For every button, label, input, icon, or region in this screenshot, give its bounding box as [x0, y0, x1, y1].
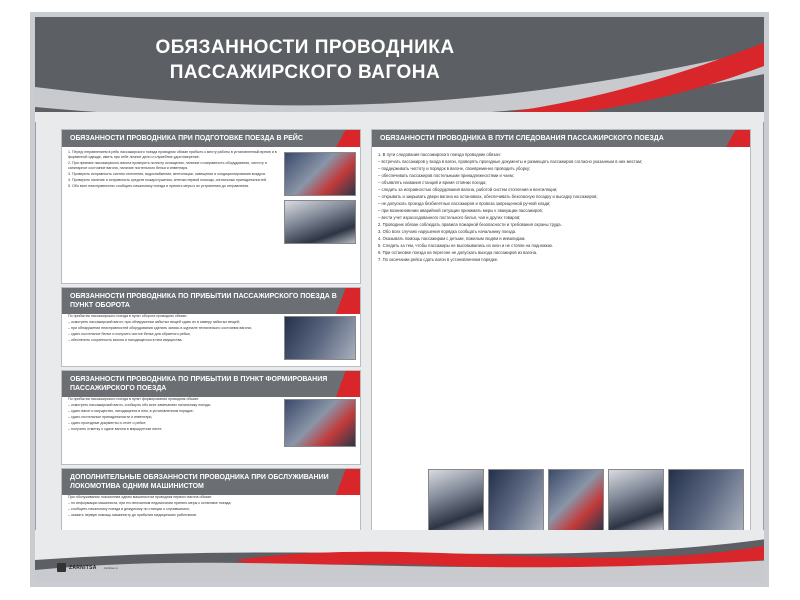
text-line: – получить отметку о сдаче вагона в маршрутном листе.: [68, 427, 163, 431]
text-line: – обеспечить сохранность вагона и находящегося в нем имущества.: [68, 338, 183, 342]
text-line: – оказать первую помощь машинисту до прибытия медицинских работников.: [68, 513, 197, 517]
photo-carriage: [548, 469, 604, 531]
panel-additional-body: [68, 495, 354, 535]
text-line: 3. Обо всех случаях нарушения порядка сообщать начальнику поезда.: [378, 229, 517, 234]
text-line: По прибытии пассажирского поезда в пункт оборота проводник обязан:: [68, 314, 188, 318]
text-line: – по информации машиниста, при его внезапном недомогании принять меры к остановке поезда;: [68, 501, 232, 505]
header: [35, 17, 764, 122]
text-line: – следить за исправностью оборудования вагона, работой систем отопления и вентиляции;: [378, 187, 558, 192]
panel-turnaround: [61, 287, 361, 367]
panel-additional-title: ДОПОЛНИТЕЛЬНЫЕ ОБЯЗАННОСТИ ПРОВОДНИКА ПРИ ОБСЛУЖИВАНИИ ЛОКОМОТИВА ОДНИМ МАШИНИСТОМ: [62, 469, 360, 495]
panel-enroute-title: ОБЯЗАННОСТИ ПРОВОДНИКА В ПУТИ СЛЕДОВАНИЯ ПАССАЖИРСКОГО ПОЕЗДА: [372, 130, 750, 147]
panel-departure-body: [68, 150, 282, 280]
panel-formation-body: [68, 397, 282, 462]
panel-formation-title: ОБЯЗАННОСТИ ПРОВОДНИКА ПО ПРИБЫТИИ В ПУНКТ ФОРМИРОВАНИЯ ПАССАЖИРСКОГО ПОЕЗДА: [62, 371, 360, 397]
footer: [35, 530, 764, 582]
panel-enroute: [371, 129, 751, 538]
text-line: При обслуживании локомотива одним машинистом проводник первого вагона обязан:: [68, 495, 213, 499]
panel-formation: [61, 370, 361, 465]
brand-site: zarnitsa.ru: [103, 565, 118, 570]
text-line: – вести учет израсходованного постельного белья, чая и других товаров;: [378, 215, 521, 220]
photo-passenger-2: [488, 469, 544, 531]
text-line: 3. Проверить исправность систем отопления, водоснабжения, вентиляции, освещения и кондиционирования воздуха.: [68, 172, 266, 176]
text-line: – сдать вагон и имущество, находящееся в нем, в установленном порядке;: [68, 409, 194, 413]
panel-turnaround-title: ОБЯЗАННОСТИ ПРОВОДНИКА ПО ПРИБЫТИИ ПАССАЖИРСКОГО ПОЕЗДА В ПУНКТ ОБОРОТА: [62, 288, 360, 314]
text-line: 1. В пути следования пассажирского поезда проводник обязан:: [378, 152, 501, 157]
photo-compartment: [668, 469, 744, 531]
text-line: 2. При приемке пассажирского вагона проверить полноту оснащения, наличие и исправность оборудования, чистоту и санитарное состояние вагона, наличие постельного белья и инвентаря.: [68, 161, 267, 170]
text-line: 6. При остановке поезда на перегоне не допускать выхода пассажиров из вагона.: [378, 250, 538, 255]
text-line: – осмотреть пассажирский вагон, сообщить обо всех замечаниях начальнику поезда;: [68, 403, 211, 407]
text-line: – сообщить начальнику поезда и дежурному по станции о случившемся;: [68, 507, 190, 511]
footer-swoosh: [35, 530, 764, 582]
text-line: – сдать постельное белье и получить чистое белье для обратного рейса;: [68, 332, 191, 336]
page-title: ОБЯЗАННОСТИ ПРОВОДНИКА ПАССАЖИРСКОГО ВАГОНА: [155, 37, 455, 83]
text-line: – осмотреть пассажирский вагон; при обнаружении забытых вещей сдать их в камеру забытых вещей;: [68, 320, 240, 324]
text-line: 5. Следить за тем, чтобы пассажиры не высовывались из окон и не стояли на подножках.: [378, 243, 554, 248]
brand-name: ZARNITSA: [69, 564, 97, 571]
panel-additional: [61, 468, 361, 538]
photo-staff: [284, 200, 356, 244]
stand-frame: [30, 12, 769, 587]
text-line: 5. Обо всех неисправностях сообщить начальнику поезда и принять меры к их устранению до отправления.: [68, 184, 250, 188]
text-line: По прибытии пассажирского поезда в пункт формирования проводник обязан:: [68, 397, 200, 401]
text-line: – встречать пассажиров у входа в вагон, проверять проездные документы и размещать пассажиров согласно указанным в них местам;: [378, 159, 643, 164]
brand-logo: [57, 563, 118, 572]
text-line: – сдать проездные документы и отчет о рейсе;: [68, 421, 147, 425]
panel-turnaround-body: [68, 314, 282, 364]
text-line: 4. Проверить наличие и исправность средств пожаротушения, аптечки первой помощи, сигнальных принадлежностей.: [68, 178, 267, 182]
photo-passenger-1: [428, 469, 484, 531]
text-line: 2. Проводник обязан соблюдать правила пожарной безопасности и требования охраны труда.: [378, 222, 562, 227]
panel-enroute-body: [378, 152, 744, 452]
text-line: 1. Перед отправлением в рейс пассажирского поезда проводник обязан прибыть к месту работы в установленный время и в форменной одежде, иметь при себе личное дело и служебное удостоверение.: [68, 150, 277, 159]
panel-departure: [61, 129, 361, 284]
logo-mark-icon: [57, 563, 66, 572]
text-line: – обеспечивать пассажиров постельными принадлежностями и чаем;: [378, 173, 514, 178]
text-line: 4. Оказывать помощь пассажирам с детьми, пожилым людям и инвалидам.: [378, 236, 526, 241]
text-line: – не допускать проезда безбилетных пассажиров и провоза запрещенной ручной клади;: [378, 201, 551, 206]
photo-train: [284, 152, 356, 196]
text-line: – сдать постельные принадлежности и инвентарь;: [68, 415, 153, 419]
text-line: 7. По окончании рейса сдать вагон в установленном порядке.: [378, 257, 499, 262]
text-line: – открывать и закрывать двери вагона на остановках, обеспечивать безопасную посадку и высадку пассажиров;: [378, 194, 598, 199]
photo-conductor-uniform: [284, 399, 356, 447]
text-line: – при возникновении аварийной ситуации принимать меры к эвакуации пассажиров;: [378, 208, 543, 213]
photo-conductor: [284, 316, 356, 360]
text-line: – объявлять названия станций и время стоянки поезда;: [378, 180, 487, 185]
photo-service: [608, 469, 664, 531]
panel-departure-title: ОБЯЗАННОСТИ ПРОВОДНИКА ПРИ ПОДГОТОВКЕ ПОЕЗДА В РЕЙС: [62, 130, 360, 147]
text-line: – при обнаружении неисправностей оборудования сделать запись в журнале технического состояния вагона;: [68, 326, 252, 330]
text-line: – поддерживать чистоту и порядок в вагоне, своевременно проводить уборку;: [378, 166, 531, 171]
